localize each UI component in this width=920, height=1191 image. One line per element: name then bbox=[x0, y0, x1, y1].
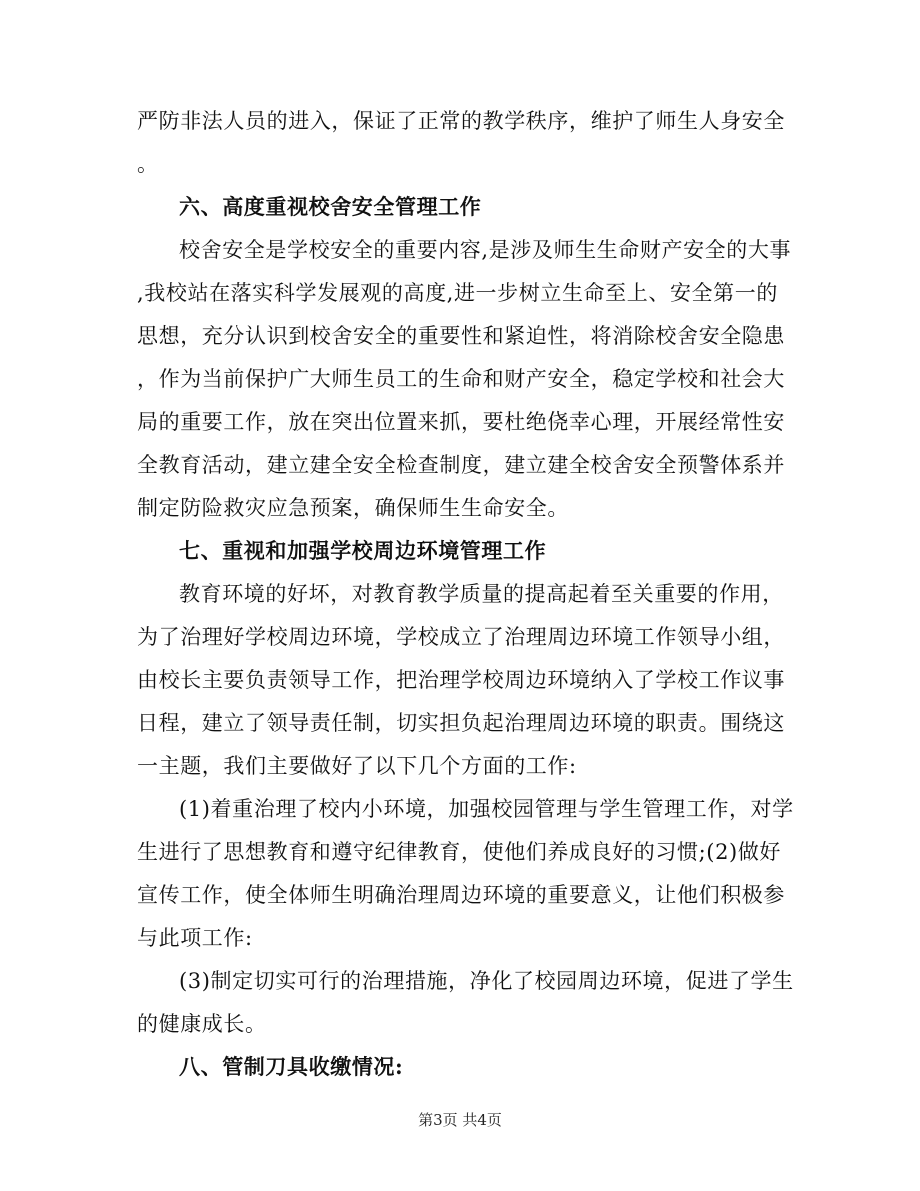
text-line: 教育环境的好坏，对教育教学质量的提高起着至关重要的作用， bbox=[179, 582, 784, 606]
text-line: 由校长主要负责领导工作，把治理学校周边环境纳入了学校工作议事 bbox=[137, 668, 785, 692]
section-heading-8: 八、管制刀具收缴情况: bbox=[179, 1054, 404, 1079]
text-line: ,我校站在落实科学发展观的高度,进一步树立生命至上、安全第一的 bbox=[137, 281, 778, 305]
text-line: 生进行了思想教育和遵守纪律教育，使他们养成良好的习惯;(2)做好 bbox=[137, 840, 782, 864]
text-line: 制定防险救灾应急预案，确保师生生命安全。 bbox=[137, 496, 569, 520]
section-heading-7: 七、重视和加强学校周边环境管理工作 bbox=[179, 538, 547, 563]
text-line: 。 bbox=[137, 152, 159, 176]
text-line: 严防非法人员的进入，保证了正常的教学秩序，维护了师生人身安全 bbox=[137, 109, 785, 133]
text-line: 为了治理好学校周边环境，学校成立了治理周边环境工作领导小组， bbox=[137, 625, 785, 649]
section-heading-6: 六、高度重视校舍安全管理工作 bbox=[179, 194, 482, 219]
text-line: ，作为当前保护广大师生员工的生命和财产安全，稳定学校和社会大 bbox=[137, 367, 785, 391]
text-line: 一主题，我们主要做好了以下几个方面的工作: bbox=[137, 754, 577, 778]
text-line: (3)制定切实可行的治理措施，净化了校园周边环境，促进了学生 bbox=[179, 969, 794, 993]
text-line: 与此项工作: bbox=[137, 926, 253, 950]
text-line: 全教育活动，建立建全安全检查制度，建立建全校舍安全预警体系并 bbox=[137, 453, 785, 477]
text-line: 宣传工作，使全体师生明确治理周边环境的重要意义，让他们积极参 bbox=[137, 883, 785, 907]
text-line: 思想，充分认识到校舍安全的重要性和紧迫性，将消除校舍安全隐患 bbox=[137, 324, 785, 348]
text-line: 的健康成长。 bbox=[137, 1012, 267, 1036]
text-line: 日程，建立了领导责任制，切实担负起治理周边环境的职责。围绕这 bbox=[137, 711, 785, 735]
page-number: 第3页 共4页 bbox=[418, 1111, 502, 1129]
text-line: (1)着重治理了校内小环境，加强校园管理与学生管理工作，对学 bbox=[179, 797, 794, 821]
text-line: 局的重要工作，放在突出位置来抓，要杜绝侥幸心理，开展经常性安 bbox=[137, 410, 785, 434]
text-line: 校舍安全是学校安全的重要内容,是涉及师生生命财产安全的大事 bbox=[179, 238, 792, 262]
